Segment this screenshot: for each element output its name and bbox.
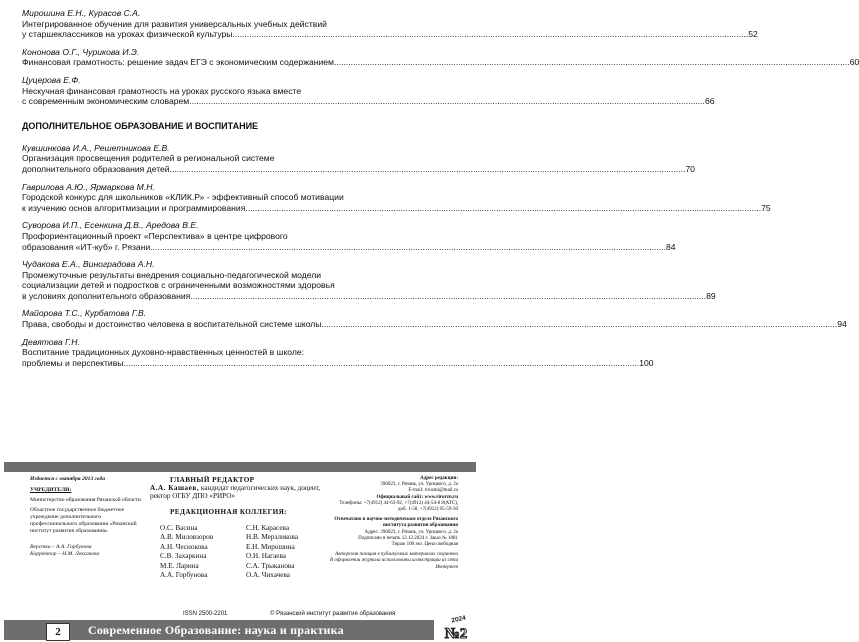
toc-entry (22, 181, 771, 214)
toc-title-line: дополнительного образования детей (22, 163, 170, 174)
toc-title-line: у старшеклассников на уроках физической культуры (22, 29, 233, 40)
toc-authors: Чудакова Е.А., Виноградова А.Н. (22, 259, 155, 270)
printed-at: Отпечатано в научно-методическом отделе Рязанского института развития образования (334, 517, 458, 529)
toc-title-line: Промежуточные результаты внедрения социально-педагогической модели (22, 269, 322, 280)
board-member: О.Н. Нагаева (246, 552, 286, 561)
toc-title-line: Городской конкурс для школьников «КЛИК.Р» - эффективный способ мотивации (22, 192, 344, 203)
corrector-credit: Корректор – Н.М. Лексакова (30, 551, 100, 557)
board-member: О.С. Васина (160, 524, 198, 532)
toc-page-number: 84 (666, 241, 676, 252)
phones: Телефоны: +7(4912) 44-63-92, +7(4912) 44-54-8 8(АТС), доб. 1-58, +7(4912) 95-59-30 (339, 500, 458, 513)
toc-title-line: проблемы и перспективы (22, 357, 124, 368)
chief-editor-title: ГЛАВНЫЙ РЕДАКТОР (170, 476, 255, 484)
toc-leader-dots (190, 291, 706, 302)
founders-column (30, 476, 142, 558)
founders-label: УЧРЕДИТЕЛИ: (30, 487, 72, 493)
chief-editor (150, 484, 326, 500)
toc-authors: Гаврилова А.Ю., Ярмаркова М.Н. (22, 181, 155, 192)
board-member: С.А. Трыканова (246, 561, 295, 570)
section-heading: ДОПОЛНИТЕЛЬНОЕ ОБРАЗОВАНИЕ И ВОСПИТАНИЕ (22, 120, 259, 131)
toc-leader-dots (150, 242, 666, 253)
toc-title-line: Финансовая грамотность: решение задач ЕГЭ с экономическим содержанием (22, 57, 334, 68)
toc-authors: Кувшинкова И.А., Решетникова Е.В. (22, 142, 170, 153)
toc-title-line: Нескучная финансовая грамотность на уроках русского языка вместе (22, 85, 302, 96)
founder-ministry: Министерство образования Рязанской области (30, 497, 141, 503)
board-member: А.В. Миловзоров (160, 533, 214, 542)
toc-authors: Цуцерова Е.Ф. (22, 74, 81, 85)
signed-to-print: Подписано в печать 12.12.2024 г. Заказ № 1881 (358, 535, 458, 541)
toc-page-number: 66 (704, 96, 715, 107)
illustration-note: В оформлении журнала использованы иллюстрации из сети Интернет (330, 558, 458, 570)
issue-number: №2 (444, 626, 468, 642)
toc-title-line: к изучению основ алгоритмизации и программирования (22, 202, 246, 213)
board-member: С.В. Захаркина (160, 552, 207, 561)
toc-leader-dots (170, 164, 686, 175)
board-member: С.Н. Карасева (246, 524, 290, 532)
toc-leader-dots (245, 203, 761, 214)
chief-editor-desc: кандидат педагогических наук, доцент, ректор ОГБУ ДПО «РИРО» (150, 484, 321, 500)
page-number: 2 (46, 623, 70, 641)
toc-title-line: Права, свободы и достоинство человека в воспитательной системе школы (22, 319, 322, 330)
toc-entry (22, 8, 758, 40)
toc-entry (22, 74, 715, 107)
toc-leader-dots (232, 29, 748, 40)
chief-editor-name: А.А. Кашаев, (150, 484, 200, 492)
toc-title-line: Воспитание традиционных духовно-нравственных ценностей в школе: (22, 347, 305, 358)
toc-page-number: 100 (639, 357, 654, 368)
toc-entry (22, 46, 859, 68)
toc-leader-dots (321, 319, 837, 330)
toc-page-number: 60 (849, 57, 859, 68)
editorial-board (150, 524, 326, 580)
board-column-1 (150, 524, 246, 580)
board-member: О.А. Чихачева (246, 571, 290, 580)
founder-institute: Областное государственное бюджетное учреждение дополнительного профессионального образования «Рязанский институт развития образования» (30, 507, 137, 534)
address: 390023, г. Рязань, ул. Урицкого, д. 2а (380, 482, 458, 488)
footer-band (4, 462, 476, 472)
email: E-mail: rirosmi@mail.ru (408, 488, 458, 494)
layout-credit: Верстка – А.А. Горбунова (30, 544, 92, 550)
toc-page-number: 75 (761, 202, 771, 213)
toc-authors: Суворова И.П., Есенкина Д.В., Аредова В.Е. (22, 220, 199, 231)
board-member: Е.Н. Мирошина (246, 542, 295, 551)
toc-page-number: 89 (706, 290, 716, 301)
toc-authors: Мирошина Е.Н., Курасов С.А. (22, 8, 141, 18)
toc-page-number: 94 (837, 319, 847, 330)
toc-leader-dots (189, 96, 705, 107)
toc-entry (22, 259, 716, 301)
board-member: Н.В. Мерзликова (246, 533, 299, 542)
print-address: Адрес: 390023, г. Рязань, ул. Урицкого, д. 2а (364, 529, 458, 535)
toc-entry (22, 336, 654, 369)
toc-entry (22, 142, 695, 175)
imprint-footer (0, 462, 480, 640)
toc-authors: Майорова Т.С., Курбатова Г.В. (22, 308, 147, 319)
toc-title-line: с современным экономическим словарем (22, 96, 190, 107)
toc-entry (22, 308, 847, 330)
toc-title-line: Интегрированное обучение для развития универсальных учебных действий (22, 18, 327, 29)
board-member: А.Н. Чеснокова (160, 542, 208, 551)
board-member: М.Е. Ларина (160, 561, 199, 570)
published-since: Издается с октября 2013 года (30, 476, 106, 482)
toc-page-number: 70 (685, 163, 695, 174)
board-member: А.А. Горбунова (160, 571, 208, 580)
table-of-contents (22, 8, 859, 375)
copyright: © Рязанский институт развития образования (270, 611, 396, 617)
journal-name: Современное Образование: наука и практика (88, 623, 344, 637)
board-column-2 (246, 524, 326, 580)
editorial-board-title: РЕДАКЦИОННАЯ КОЛЛЕГИЯ: (170, 508, 287, 516)
address-label: Адрес редакции: (420, 476, 458, 481)
contacts-column (330, 476, 458, 571)
print-run: Тираж 100 экз. Цена свободная (391, 542, 458, 548)
toc-entry (22, 220, 676, 252)
toc-page-number: 52 (748, 29, 758, 40)
issn: ISSN 2500-2201 (183, 611, 228, 617)
toc-title-line: Организация просвещения родителей в региональной системе (22, 153, 275, 164)
editorial-column (150, 476, 326, 580)
toc-leader-dots (123, 358, 639, 369)
toc-title-line: социализации детей и подростков с ограниченными возможностями здоровья (22, 280, 335, 291)
toc-authors: Девятова Г.Н. (22, 336, 80, 347)
issue-badge (436, 612, 476, 642)
toc-title-line: образования «ИТ-куб» г. Рязани (22, 241, 151, 252)
toc-title-line: Профориентационный проект «Перспектива» в центре цифрового (22, 230, 288, 241)
toc-authors: Кононова О.Г., Чурикова И.Э. (22, 46, 140, 57)
website: Официальный сайт: www.rirorzn.ru (376, 494, 458, 500)
toc-leader-dots (334, 57, 850, 68)
issue-year: 2024 (450, 614, 467, 625)
author-note: Авторская позиция в публикуемых материалах сохранена (335, 552, 458, 558)
toc-title-line: в условиях дополнительного образования (22, 290, 191, 301)
